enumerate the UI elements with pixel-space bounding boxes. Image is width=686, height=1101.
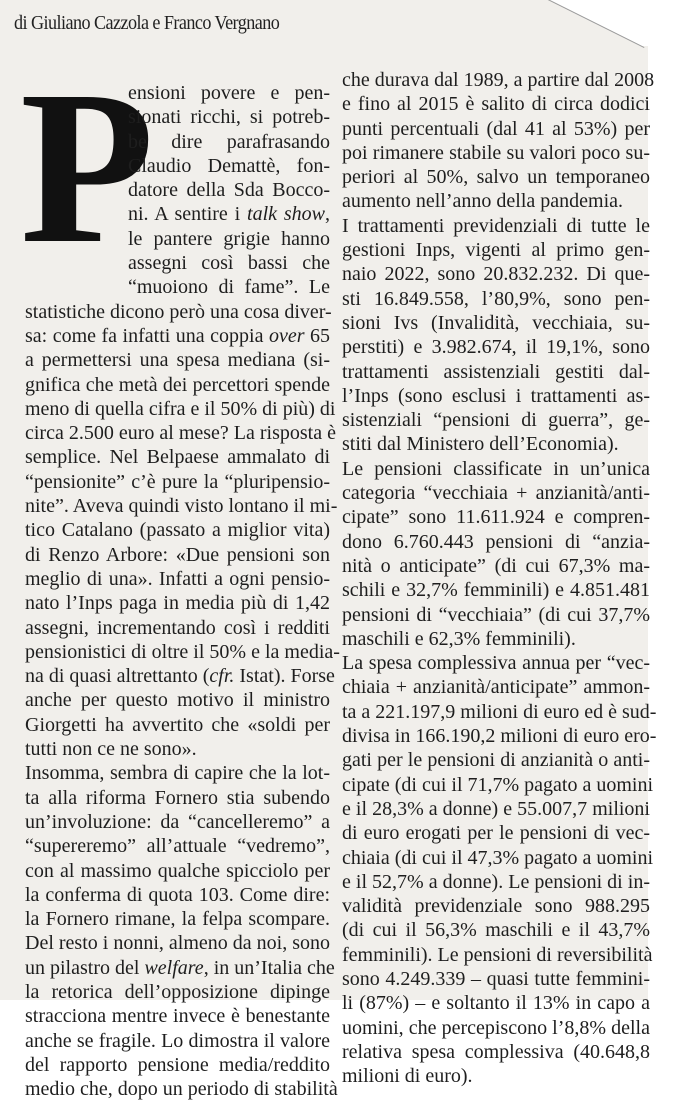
italic-term: over <box>268 324 305 347</box>
text-line: cipate” sono 11.611.924 e compren- <box>342 506 650 529</box>
text-line: divisa in 166.190,2 milioni di euro ero- <box>342 725 657 748</box>
text-line: ta alla riforma Fornero stia subendo <box>25 786 330 809</box>
text-line: la conferma di quota 103. Come dire: <box>25 883 330 906</box>
text-line: periori al 50%, salvo un temporaneo <box>342 166 650 189</box>
text-line: un’involuzione: da “cancelleremo” a <box>25 810 330 833</box>
text-line: validità previdenziale sono 988.295 <box>342 895 650 918</box>
text-line: Del resto i nonni, almeno da noi, sono <box>25 932 330 955</box>
text-line: sti 16.849.558, l’80,9%, sono pen- <box>342 287 650 310</box>
text-line: con al massimo qualche spicciolo per <box>25 859 330 882</box>
text-line: naio 2022, sono 20.832.232. Di que- <box>342 263 650 286</box>
italic-term: cfr. <box>209 665 235 688</box>
text-line: chiaia (di cui il 47,3% pagato a uomini <box>342 846 654 869</box>
text-line: cipate (di cui il 71,7% pagato a uomini <box>342 773 654 796</box>
text-line: sono 4.249.339 – quasi tutte femmini- <box>342 967 650 990</box>
text-line <box>25 324 330 348</box>
text-line: “supereremo” all’attuale “vedremo”, <box>25 835 330 858</box>
text-line: datore della Sda Bocco- <box>128 179 330 202</box>
text-line: dono 6.760.443 pensioni di “anzia- <box>342 530 650 553</box>
text-line: aumento nell’anno della pandemia. <box>342 190 624 213</box>
text-line: e fino al 2015 è salito di circa dodici <box>342 93 650 116</box>
text-line: pensionistici di oltre il 50% e la media- <box>25 640 340 663</box>
text-line: punti percentuali (dal 41 al 53%) per <box>342 117 650 140</box>
text-line: Giorgetti ha avvertito che «soldi per <box>25 713 330 736</box>
text-line: a permettersi una spesa mediana (si- <box>25 349 330 372</box>
article-column-right <box>342 68 657 1088</box>
text-line: Le pensioni classificate in un’unica <box>342 457 650 480</box>
text-line: tico Catalano (passato a miglior vita) <box>25 519 330 542</box>
text-line: assegni così bassi che <box>128 252 330 275</box>
text-line: semplice. Nel Belpaese ammalato di <box>25 446 330 469</box>
text-line: nato l’Inps paga in media più di 1,42 <box>25 592 330 615</box>
text-line: tutti non ce ne sono». <box>25 738 197 761</box>
byline: di Giuliano Cazzola e Franco Vergnano <box>14 13 280 34</box>
text-run: sa: come fa infatti una coppia <box>25 324 269 347</box>
text-line: la Fornero rimane, la felpa scompare. <box>25 908 330 931</box>
text-line: di Renzo Arbore: «Due pensioni son <box>25 543 330 566</box>
italic-term: welfare <box>144 956 204 979</box>
text-line: uomini, che percepiscono l’8,8% della <box>342 1016 650 1039</box>
text-line: medio che, dopo un periodo di stabilità <box>25 1078 338 1101</box>
text-line: gati per le pensioni di anzianità o anti- <box>342 749 650 772</box>
text-line: circa 2.500 euro al mese? La risposta è <box>25 422 336 445</box>
text-line: schili e 32,7% femminili) e 4.851.481 <box>342 579 650 602</box>
text-line: la retorica dell’opposizione dipinge <box>25 980 330 1003</box>
text-line: stracciona mentre invece è benestante <box>25 1005 330 1028</box>
text-run: , <box>325 203 330 226</box>
text-line: li (87%) – e soltanto il 13% in capo a <box>342 992 650 1015</box>
text-line: perstiti) e 3.982.674, il 19,1%, sono <box>342 336 650 359</box>
article-column-left <box>25 81 340 1101</box>
text-line: l’Inps (sono esclusi i trattamenti as- <box>342 384 650 407</box>
text-line: stiti dal Ministero dell’Economia). <box>342 433 619 456</box>
text-line: milioni di euro). <box>342 1065 473 1088</box>
text-line: meglio di una». Infatti a ogni pensio- <box>25 567 330 590</box>
text-line: be dire parafrasando <box>128 130 330 153</box>
text-line: del rapporto pensione media/reddito <box>25 1053 330 1076</box>
text-line: gnifica che metà dei percettori spende <box>25 373 330 396</box>
text-line: pensioni di “vecchiaia” (di cui 37,7% <box>342 603 650 626</box>
text-run: ni. A sentire i <box>128 203 248 226</box>
text-line: trattamenti assistenziali gestiti dal- <box>342 360 650 383</box>
text-line: le pantere grigie hanno <box>128 227 330 250</box>
text-line: ta a 221.197,9 milioni di euro ed è sud- <box>342 700 657 723</box>
text-line: ensioni povere e pen- <box>128 82 330 104</box>
text-line: Insomma, sembra di capire che la lot- <box>25 762 330 785</box>
text-line: gestioni Inps, vigenti al primo gen- <box>342 239 650 262</box>
text-line: “muoiono di fame”. Le <box>128 276 330 299</box>
text-line: e il 28,3% a donne) e 55.007,7 milioni <box>342 797 650 820</box>
text-line: relativa spesa complessiva (40.648,8 <box>342 1040 650 1063</box>
text-line: (di cui il 56,3% maschili e il 43,7% <box>342 919 650 942</box>
text-line: assegni, incrementando così i redditi <box>25 616 330 639</box>
text-line: meno di quella cifra e il 50% di più) di <box>25 397 336 420</box>
text-run: un pilastro del <box>25 956 145 979</box>
text-line <box>25 956 335 980</box>
text-run: 65 <box>304 324 331 347</box>
text-line: chiaia + anzianità/anticipate” ammon- <box>342 676 650 699</box>
text-line: nite”. Aveva quindi visto lontano il mi- <box>25 495 338 518</box>
italic-term: talk show <box>247 203 325 226</box>
text-line: categoria “vecchiaia + anzianità/anti- <box>342 482 650 505</box>
text-run: Istat). Forse <box>234 665 335 688</box>
text-line: sioni Ivs (Invalidità, vecchiaia, su- <box>342 311 650 334</box>
text-line: femminili). Le pensioni di reversibilità <box>342 943 653 966</box>
text-line: statistiche dicono però una cosa diver- <box>25 300 332 323</box>
text-line: La spesa complessiva annua per “vec- <box>342 652 650 675</box>
text-run: , in un’Italia che <box>203 956 335 979</box>
text-line: maschili e 62,3% femminili). <box>342 627 576 650</box>
text-line: I trattamenti previdenziali di tutte le <box>342 214 650 237</box>
text-line <box>128 202 330 226</box>
text-run: na di quasi altrettanto ( <box>25 665 210 688</box>
text-line: poi rimanere stabile su valori poco su- <box>342 141 650 164</box>
text-line: “pensionite” c’è pure la “pluripensio- <box>25 470 330 493</box>
text-line: Claudio Demattè, fon- <box>128 154 330 177</box>
text-line: sistenziali “pensioni di guerra”, ge- <box>342 409 650 432</box>
text-line: nità o anticipate” (di cui 67,3% ma- <box>342 554 650 577</box>
text-line: che durava dal 1989, a partire dal 2008 <box>342 69 655 91</box>
text-line <box>25 664 335 688</box>
text-line: anche se fragile. Lo dimostra il valore <box>25 1029 330 1052</box>
text-line: sionati ricchi, si potreb- <box>128 106 330 129</box>
text-line: di euro erogati per le pensioni di vec- <box>342 822 650 845</box>
drop-cap: P <box>20 45 155 289</box>
text-line: e il 52,7% a donne). Le pensioni di in- <box>342 870 650 893</box>
text-line: anche per questo motivo il ministro <box>25 689 330 712</box>
